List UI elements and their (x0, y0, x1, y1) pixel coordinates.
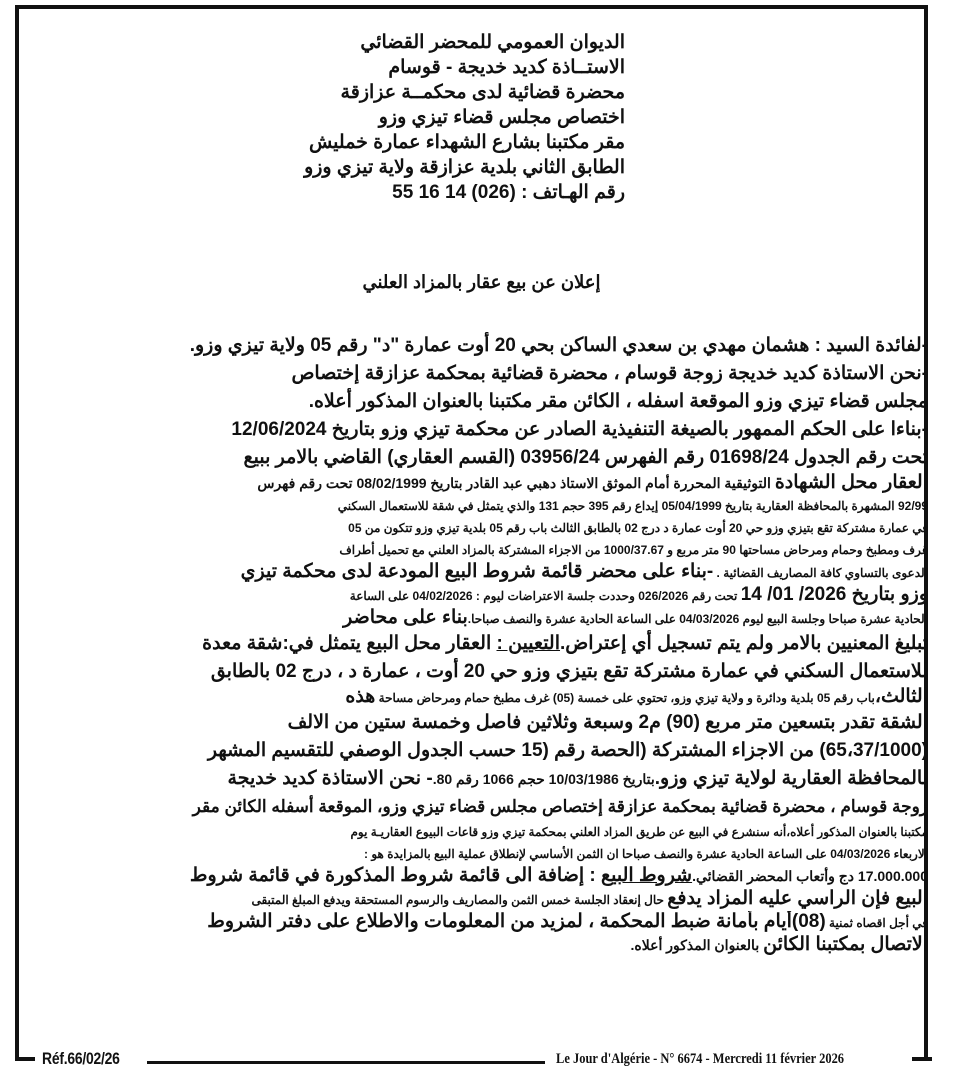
header-line: الطابق الثاني بلدية عزازقة ولاية تيزي وزو (304, 157, 625, 178)
body-line: مجلس قضاء تيزي وزو الموقعة اسفله ، الكائن مقر مكتبنا بالعنوان المذكور أعلاه. (308, 391, 928, 412)
body-line (72, 630, 928, 658)
body-line: زوجة قوسام ، محضرة قضائية بمحكمة عزازقة إختصاص مجلس قضاء تيزي وزو، الموقعة أسفله الكائن مقر (192, 797, 928, 816)
body-line: الشقة تقدر بتسعين متر مربع (90) م2 وسبعة وثلاثين فاصل وخمسة ستين من الالف (287, 712, 928, 733)
header-line: الديوان العمومي للمحضر القضائي (360, 32, 625, 53)
body-segment: (08)أيام بأمانة ضبط المحكمة ، لمزيد من المعلومات والاطلاع على دفتر الشروط (207, 911, 826, 932)
body-segment: تبليغ المعنيين بالامر ولم يتم تسجيل أي إعتراض. (560, 633, 928, 654)
newspaper-credit: Le Jour d'Algérie - N° 6674 - Mercredi 11 février 2026 (556, 1051, 845, 1067)
body-segment: : إضافة الى قائمة شروط المذكورة في قائمة شروط (189, 865, 602, 886)
body-line: في عمارة مشتركة تقع بتيزي وزو حي 20 أوت عمارة د درج 02 بالطابق الثالث باب رقم 05 بلدية تيزي وزو تتكون من 05 (348, 521, 928, 535)
frame-corner-right (912, 1057, 932, 1061)
body-segment: الحادية عشرة صباحا وجلسة البيع ليوم 04/03/2026 على الساعة الحادية عشرة والنصف صباحا. (467, 612, 928, 626)
body-segment: الاتصال بمكتبنا الكائن (763, 934, 928, 955)
body-line: الاربعاء 04/03/2026 على الساعة الحادية عشرة والنصف صباحا ان الثمن الأساسي لإنطلاق عملية البيع بالمزايدة هو : (364, 847, 928, 861)
body-line: -لفائدة السيد : هشمان مهدي بن سعدي الساكن بحي 20 أوت عمارة "د" رقم 05 ولاية تيزي وزو. (189, 335, 928, 356)
body-segment: تحت رقم 026/2026 وحددت جلسة الاعتراضات ليوم : 04/02/2026 على الساعة (349, 589, 741, 603)
reference-number: Réf.66/02/26 (42, 1049, 120, 1068)
header-phone: رقم الهـاتف : (026) 14 16 55 (392, 182, 625, 203)
body-segment: العقار محل الشهادة (774, 472, 928, 493)
body-line: (65،37/1000) من الاجزاء المشتركة (الحصة رقم (15 حسب الجدول الوصفي للتقسيم المشهر (207, 740, 928, 761)
sale-conditions-label: شروط البيع (601, 865, 693, 886)
body-line (72, 765, 928, 793)
body-line (72, 607, 928, 630)
announcement-title: إعلان عن بيع عقار بالمزاد العلني (362, 272, 601, 292)
body-segment: حال إنعقاد الجلسة خمس الثمن والمصاريف والرسوم المستحقة ويدفع المبلغ المتبقى (251, 893, 668, 907)
body-line: 92/99 المشهرة بالمحافظة العقارية بتاريخ 05/04/1999 إيداع رقم 395 حجم 131 والذي يتمثل في شقة للاستعمال السكني (337, 499, 928, 513)
body-segment: الثالث، (874, 686, 928, 707)
body-line: للاستعمال السكني في عمارة مشتركة تقع بتيزي وزو حي 20 أوت ، عمارة د ، درج 02 بالطابق (210, 661, 928, 682)
body-segment: وزو بتاريخ 2026/ 01/ 14 (740, 584, 928, 605)
designation-label: التعيين : (496, 633, 561, 654)
body-segment: باب رقم 05 بلدية ودائرة و ولاية تيزي وزو، تحتوي على خمسة (05) غرف مطبخ حمام ومرحاض مساحة (375, 691, 875, 705)
body-segment: - نحن الاستاذة كديد خديجة (227, 768, 433, 789)
body-line (72, 686, 928, 709)
body-segment: بالمحافظة العقارية لولاية تيزي وزو. (654, 768, 928, 789)
header-line: مقر مكتبنا بشارع الشهداء عمارة خمليش (308, 132, 625, 153)
body-line (72, 472, 928, 495)
header-line: الاستــاذة كديد خديجة - قوسام (388, 57, 625, 78)
body-segment: هذه (345, 686, 376, 707)
body-line: -نحن الاستاذة كديد خديجة زوجة قوسام ، محضرة قضائية بمحكمة عزازقة إختصاص (291, 363, 928, 384)
body-segment: -بناء على محضر قائمة شروط البيع المودعة لدى محكمة تيزي (240, 561, 714, 582)
body-line: غرف ومطبخ وحمام ومرحاض مساحتها 90 متر مربع و 1000/37.67 من الاجزاء المشتركة بالمزاد العلني مع تحميل أطراف (339, 543, 928, 557)
header-line: اختصاص مجلس قضاء تيزي وزو (378, 107, 625, 128)
body-segment: بتاريخ 10/03/1986 حجم 1066 رقم 80. (432, 771, 655, 787)
body-segment: بناء على محاضر (343, 607, 468, 628)
body-segment: الدعوى بالتساوي كافة المصاريف القضائية . (713, 566, 928, 580)
bailiff-header (304, 30, 625, 205)
body-segment: التوثيقية المحررة أمام الموثق الاستاذ دهبي عبد القادر بتاريخ 08/02/1999 تحت رقم فهرس (257, 475, 775, 491)
body-line (72, 561, 928, 584)
body-segment: العقار محل البيع يتمثل في:شقة معدة (202, 633, 497, 654)
body-line (72, 865, 928, 888)
body-line: تحت رقم الجدول 01698/24 رقم الفهرس 03956/24 (القسم العقاري) القاضي بالامر ببيع (243, 447, 928, 468)
body-segment: 17.000.000 دج وأتعاب المحضر القضائي. (692, 868, 928, 884)
body-segment: البيع فإن الراسي عليه المزاد يدفع (667, 888, 928, 909)
footer-rule (147, 1061, 545, 1064)
body-line: -بناءا على الحكم الممهور بالصيغة التنفيذية الصادر عن محكمة تيزي وزو بتاريخ 12/06/2024 (231, 419, 928, 440)
frame-corner-left (15, 1057, 35, 1061)
header-line: محضرة قضائية لدى محكمــة عزازقة (340, 82, 625, 103)
body-line (72, 888, 928, 911)
body-line (72, 911, 928, 934)
body-segment: بالعنوان المذكور أعلاه. (630, 937, 764, 953)
body-line (72, 934, 928, 957)
body-segment: في أجل اقصاه ثمنية (825, 916, 928, 930)
body-line: مكتبنا بالعنوان المذكور أعلاه،أنه سنشرع في البيع عن طريق المزاد العلني بمحكمة تيزي وزو قاعات البيوع العقاريـة يوم (350, 825, 928, 839)
announcement-body (72, 332, 928, 957)
body-line (72, 584, 928, 607)
